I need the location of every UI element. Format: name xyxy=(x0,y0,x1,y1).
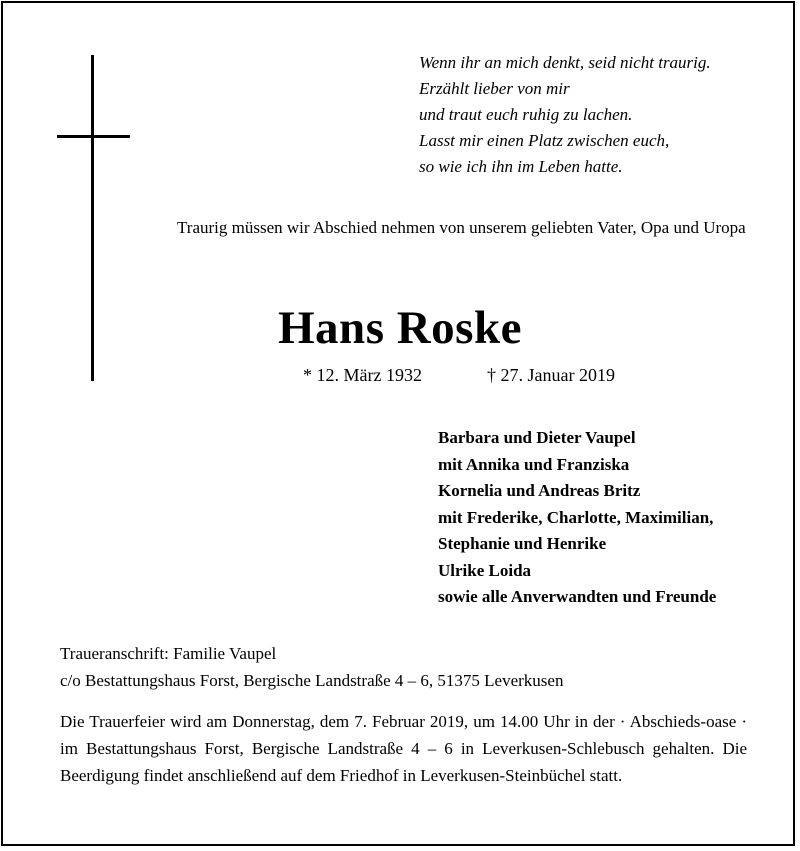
death-date: † 27. Januar 2019 xyxy=(487,365,615,385)
poem-line: so wie ich ihn im Leben hatte. xyxy=(419,157,623,176)
family-line: mit Annika und Franziska xyxy=(438,454,630,474)
family-line: Ulrike Loida xyxy=(438,560,532,580)
service-details: Die Trauerfeier wird am Donnerstag, dem 7. Februar 2019, um 14.00 Uhr in der · Abschieds-oase · im Bestattungshaus Forst, Bergische Landstraße 4 – 6 in Leverkusen-Schlebusch gehalten. Die Beerdigung findet anschließend auf dem Friedhof in Leverkusen-Steinbüchel statt. xyxy=(60,712,747,785)
poem-line: Erzählt lieber von mir xyxy=(419,79,570,98)
address-line-2: c/o Bestattungshaus Forst, Bergische Landstraße 4 – 6, 51375 Leverkusen xyxy=(60,671,564,690)
birth-date: * 12. März 1932 xyxy=(303,365,422,385)
family-line: sowie alle Anverwandten und Freunde xyxy=(438,587,717,606)
family-line: Barbara und Dieter Vaupel xyxy=(438,428,636,447)
family-line: mit Frederike, Charlotte, Maximilian, xyxy=(438,507,714,527)
poem-line: und traut euch ruhig zu lachen. xyxy=(419,105,633,124)
family-list xyxy=(438,425,716,611)
poem-line: Wenn ihr an mich denkt, seid nicht traurig. xyxy=(419,53,711,72)
mourning-address xyxy=(60,640,563,694)
cross-horizontal-bar xyxy=(57,135,130,138)
address-line-1: Traueranschrift: Familie Vaupel xyxy=(60,644,277,663)
family-line: Stephanie und Henrike xyxy=(438,534,607,553)
deceased-name: Hans Roske xyxy=(278,302,522,354)
poem-line: Lasst mir einen Platz zwischen euch, xyxy=(419,131,670,150)
poem xyxy=(419,50,711,180)
intro-text: Traurig müssen wir Abschied nehmen von unserem geliebten Vater, Opa und Uropa xyxy=(177,218,746,237)
family-line: Kornelia und Andreas Britz xyxy=(438,481,641,500)
obituary-frame xyxy=(1,1,795,846)
